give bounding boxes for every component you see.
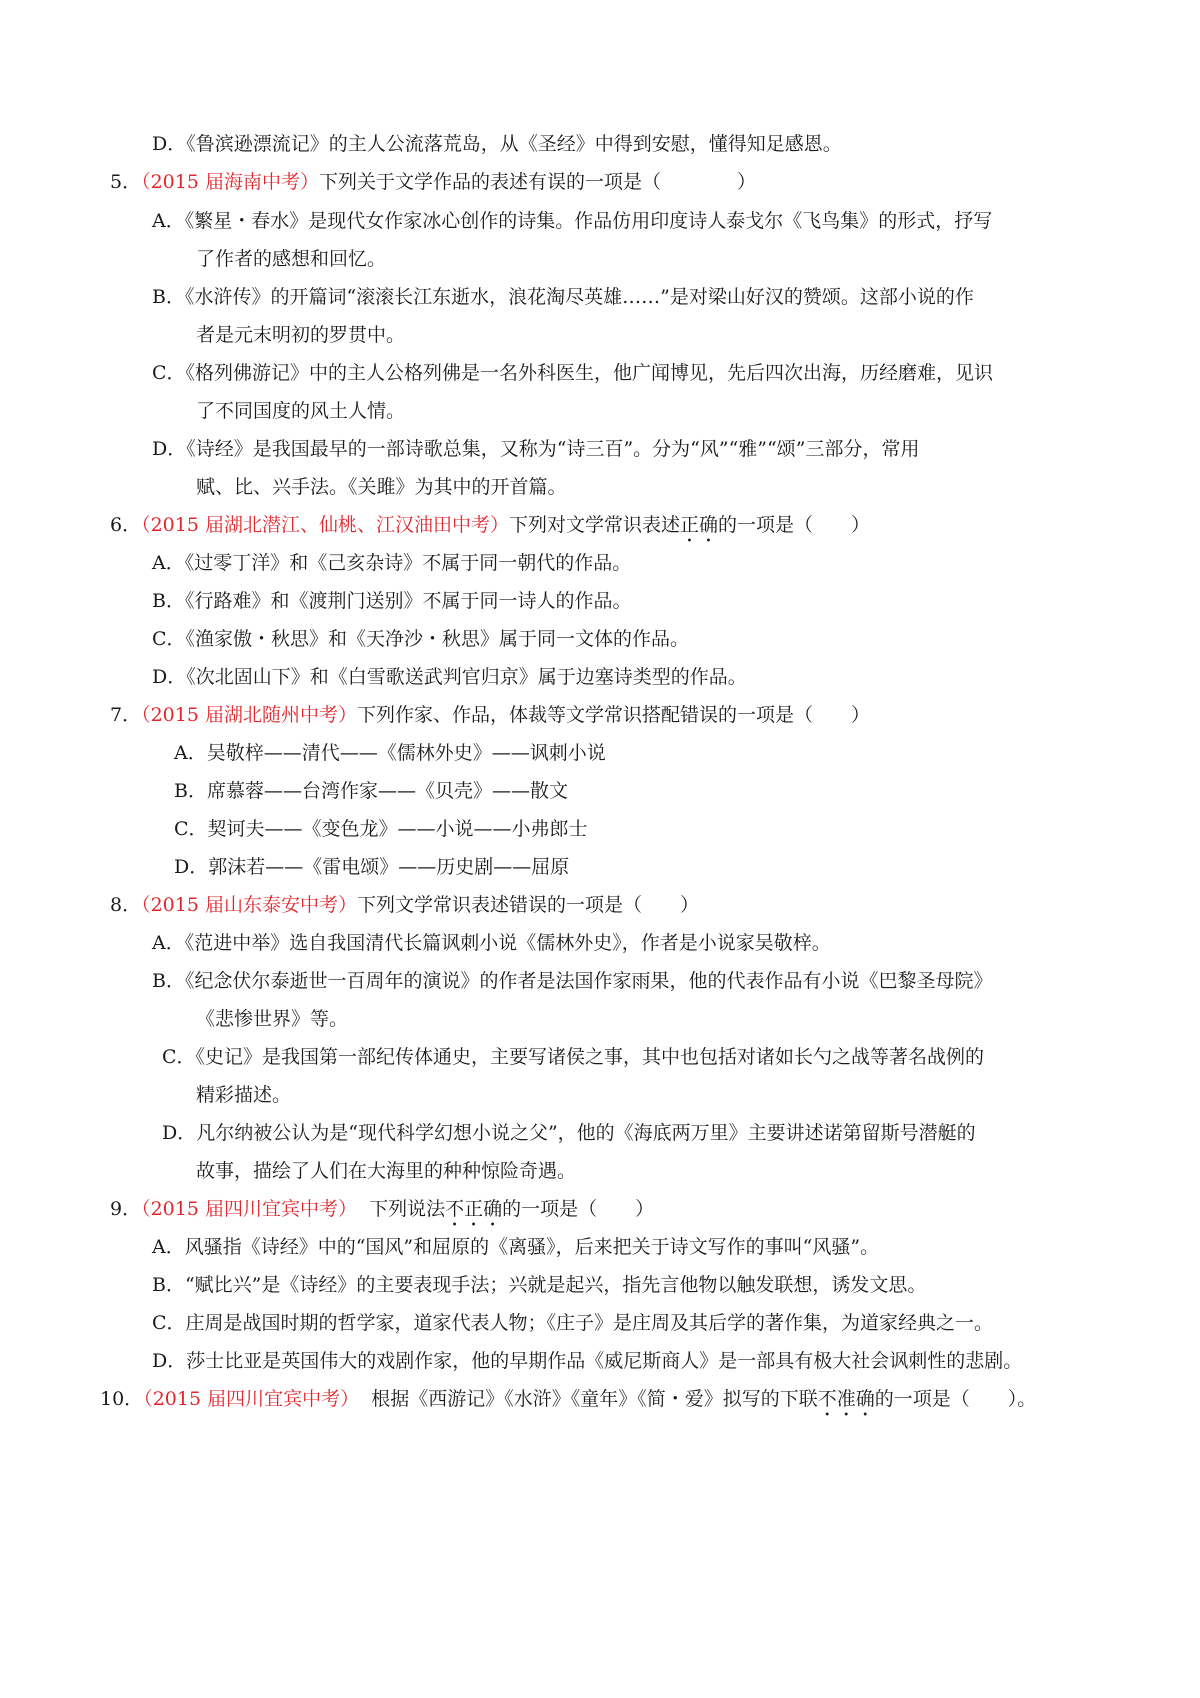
q6-option-c: C．《渔家傲・秋思》和《天净沙・秋思》属于同一文体的作品。 — [152, 628, 690, 650]
question-stem: 下列说法 — [369, 1198, 446, 1220]
q8-option-c-cont: 精彩描述。 — [196, 1084, 292, 1106]
question-number: 6． — [110, 514, 142, 536]
q4-option-d: D．《鲁滨逊漂流记》的主人公流落荒岛，从《圣经》中得到安慰，懂得知足感恩。 — [152, 133, 842, 155]
q5-option-a: A．《繁星・春水》是现代女作家冰心创作的诗集。作品仿用印度诗人泰戈尔《飞鸟集》的形式，抒写 — [152, 210, 993, 232]
question-8 — [110, 892, 699, 918]
q9-option-b: B．“赋比兴”是《诗经》的主要表现手法；兴就是起兴，指先言他物以触发联想，诱发文思。 — [152, 1274, 927, 1296]
question-stem: 下列关于文学作品的表述有误的一项是（ ） — [319, 171, 757, 193]
question-6 — [110, 512, 870, 538]
q7-option-c: C．契诃夫——《变色龙》——小说——小弗郎士 — [174, 818, 588, 840]
q6-option-d: D．《次北固山下》和《白雪歌送武判官归京》属于边塞诗类型的作品。 — [152, 666, 747, 688]
question-source: （2015 届湖北潜江、仙桃、江汉油田中考） — [141, 514, 509, 536]
question-stem-end: 的一项是（ ）。 — [874, 1388, 1037, 1410]
emphasized-word: 正确 — [680, 514, 719, 536]
question-source: （2015 届湖北随州中考） — [141, 704, 357, 726]
question-source: （2015 届四川宜宾中考） — [141, 1198, 357, 1220]
question-source: （2015 届四川宜宾中考） — [143, 1388, 360, 1410]
question-9 — [110, 1196, 654, 1222]
q6-option-b: B．《行路难》和《渡荆门送别》不属于同一诗人的作品。 — [152, 590, 632, 612]
q9-option-c: C．庄周是战国时期的哲学家，道家代表人物；《庄子》是庄周及其后学的著作集，为道家经典之一。 — [152, 1312, 994, 1334]
q5-option-a-cont: 了作者的感想和回忆。 — [196, 248, 387, 270]
q7-option-d: D．郭沫若——《雷电颂》——历史剧——屈原 — [174, 856, 570, 878]
q5-option-c: C．《格列佛游记》中的主人公格列佛是一名外科医生，他广闻博见，先后四次出海，历经磨难，见识 — [152, 362, 994, 384]
q7-option-b: B．席慕蓉——台湾作家——《贝壳》——散文 — [174, 780, 568, 802]
question-stem: 下列作家、作品，体裁等文学常识搭配错误的一项是（ ） — [357, 704, 871, 726]
q5-option-b: B．《水浒传》的开篇词“滚滚长江东逝水，浪花淘尽英雄……”是对梁山好汉的赞颂。这部小说的作 — [152, 286, 974, 308]
q8-option-b: B．《纪念伏尔泰逝世一百周年的演说》的作者是法国作家雨果，他的代表作品有小说《巴黎圣母院》 — [152, 970, 993, 992]
question-stem-end: 的一项是（ ） — [718, 514, 871, 536]
q9-option-d: D．莎士比亚是英国伟大的戏剧作家，他的早期作品《威尼斯商人》是一部具有极大社会讽刺性的悲剧。 — [152, 1350, 1023, 1372]
q5-option-b-cont: 者是元末明初的罗贯中。 — [196, 324, 406, 346]
q7-option-a: A．吴敬梓——清代——《儒林外史》——讽刺小说 — [174, 742, 606, 764]
q5-option-d: D．《诗经》是我国最早的一部诗歌总集，又称为“诗三百”。分为“风”“雅”“颂”三部分，常用 — [152, 438, 920, 460]
q9-option-a: A．风骚指《诗经》中的“国风”和屈原的《离骚》，后来把关于诗文写作的事叫“风骚”。 — [152, 1236, 880, 1258]
question-5 — [110, 169, 756, 195]
question-source: （2015 届海南中考） — [141, 171, 319, 193]
question-stem: 下列对文学常识表述 — [509, 514, 681, 536]
question-number: 5． — [110, 171, 142, 193]
question-number: 8． — [110, 894, 142, 916]
question-number: 10． — [100, 1388, 144, 1410]
q5-option-c-cont: 了不同国度的风土人情。 — [196, 400, 406, 422]
question-10 — [100, 1386, 1036, 1412]
q6-option-a: A．《过零丁洋》和《己亥杂诗》不属于同一朝代的作品。 — [152, 552, 632, 574]
question-source: （2015 届山东泰安中考） — [141, 894, 357, 916]
question-stem-end: 的一项是（ ） — [502, 1198, 655, 1220]
emphasized-word: 不准确 — [817, 1388, 875, 1410]
q8-option-d: D．凡尔纳被公认为是“现代科学幻想小说之父”，他的《海底两万里》主要讲述诺第留斯号潜艇的 — [162, 1122, 976, 1144]
question-stem: 下列文学常识表述错误的一项是（ ） — [357, 894, 700, 916]
q8-option-b-cont: 《悲惨世界》等。 — [196, 1008, 349, 1030]
q8-option-c: C．《史记》是我国第一部纪传体通史，主要写诸侯之事，其中也包括对诸如长勺之战等著名战例的 — [162, 1046, 985, 1068]
question-stem: 根据《西游记》《水浒》《童年》《简・爱》拟写的下联 — [371, 1388, 818, 1410]
q8-option-a: A．《范进中举》选自我国清代长篇讽刺小说《儒林外史》，作者是小说家吴敬梓。 — [152, 932, 831, 954]
q8-option-d-cont: 故事，描绘了人们在大海里的种种惊险奇遇。 — [196, 1160, 577, 1182]
question-number: 9． — [110, 1198, 142, 1220]
emphasized-word: 不正确 — [445, 1198, 503, 1220]
question-7 — [110, 702, 870, 728]
q5-option-d-cont: 赋、比、兴手法。《关雎》为其中的开首篇。 — [196, 476, 567, 498]
question-number: 7． — [110, 704, 142, 726]
